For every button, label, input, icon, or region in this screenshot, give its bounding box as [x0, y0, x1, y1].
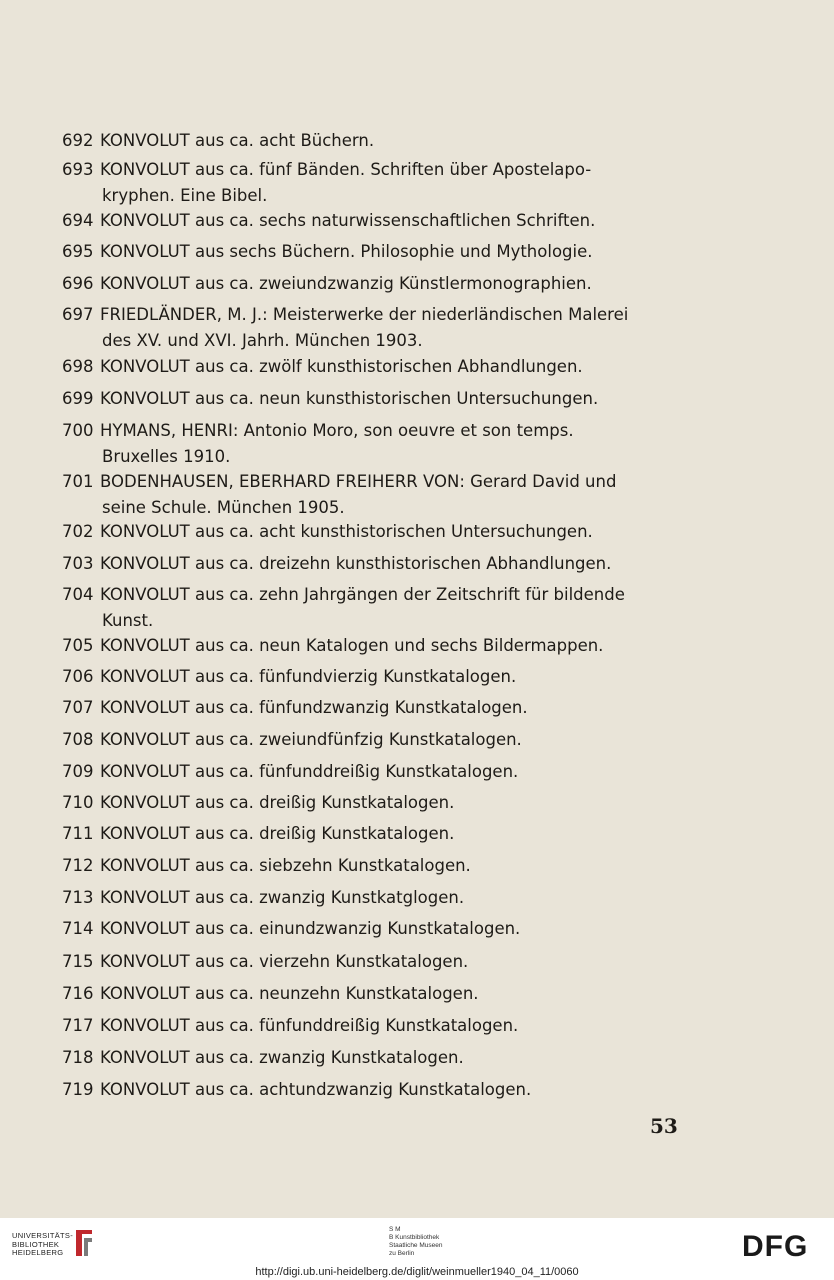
- lot-number: 703: [62, 554, 94, 573]
- catalog-entry: [62, 853, 672, 879]
- catalog-entry: [62, 727, 672, 753]
- library-name-line: HEIDELBERG: [12, 1248, 64, 1257]
- catalog-entry: [62, 1013, 672, 1039]
- viewer-footer: [0, 1218, 834, 1280]
- entry-text: HYMANS, HENRI: Antonio Moro, son oeuvre et son temps.: [100, 421, 574, 440]
- lot-number: 707: [62, 698, 94, 717]
- catalog-entry: [62, 949, 672, 975]
- lot-number: 695: [62, 242, 94, 261]
- stamp-line: B Kunstbibliothek: [389, 1234, 440, 1241]
- lot-number: 698: [62, 357, 94, 376]
- entry-text: KONVOLUT aus ca. dreizehn kunsthistorischen Abhandlungen.: [100, 554, 612, 573]
- university-library-logo[interactable]: [12, 1232, 73, 1258]
- catalog-entry: [62, 1077, 672, 1103]
- lot-number: 715: [62, 952, 94, 971]
- stamp-line: S M: [389, 1226, 401, 1233]
- lot-number: 708: [62, 730, 94, 749]
- museum-stamp: [389, 1226, 442, 1258]
- entry-text: KONVOLUT aus ca. zehn Jahrgängen der Zeitschrift für bildende: [100, 585, 625, 604]
- lot-number: 718: [62, 1048, 94, 1067]
- entry-text: KONVOLUT aus ca. acht Büchern.: [100, 131, 375, 150]
- lot-number: 713: [62, 888, 94, 907]
- entry-text: KONVOLUT aus ca. siebzehn Kunstkatalogen.: [100, 856, 471, 875]
- entry-text: KONVOLUT aus ca. fünf Bänden. Schriften über Apostelapo-: [100, 160, 592, 179]
- catalog-entry: [62, 551, 672, 577]
- catalog-entry: [62, 239, 672, 265]
- stamp-line: zu Berlin: [389, 1250, 415, 1257]
- entry-text: KONVOLUT aus ca. zwanzig Kunstkatglogen.: [100, 888, 465, 907]
- lot-number: 709: [62, 762, 94, 781]
- catalog-entry: [62, 695, 672, 721]
- lot-number: 701: [62, 472, 94, 491]
- catalog-entry: [62, 386, 672, 412]
- lot-number: 702: [62, 522, 94, 541]
- entry-text-continued: seine Schule. München 1905.: [102, 498, 345, 517]
- entry-text: KONVOLUT aus ca. zweiundzwanzig Künstlermonographien.: [100, 274, 592, 293]
- catalog-entry: [62, 271, 672, 297]
- lot-number: 699: [62, 389, 94, 408]
- lot-number: 700: [62, 421, 94, 440]
- catalog-entry: [62, 302, 672, 354]
- entry-text: KONVOLUT aus ca. einundzwanzig Kunstkatalogen.: [100, 919, 521, 938]
- lot-number: 704: [62, 585, 94, 604]
- entry-text-continued: des XV. und XVI. Jahrh. München 1903.: [102, 331, 423, 350]
- lot-number: 717: [62, 1016, 94, 1035]
- entry-text: KONVOLUT aus ca. zwölf kunsthistorischen Abhandlungen.: [100, 357, 583, 376]
- dfg-logo[interactable]: DFG: [742, 1230, 809, 1263]
- entry-text: KONVOLUT aus ca. zwanzig Kunstkatalogen.: [100, 1048, 464, 1067]
- entry-text: KONVOLUT aus sechs Büchern. Philosophie und Mythologie.: [100, 242, 593, 261]
- catalog-entry: [62, 916, 672, 942]
- entry-text: KONVOLUT aus ca. acht kunsthistorischen Untersuchungen.: [100, 522, 593, 541]
- lot-number: 710: [62, 793, 94, 812]
- source-url-link[interactable]: http://digi.ub.uni-heidelberg.de/diglit/weinmueller1940_04_11/0060: [255, 1266, 579, 1278]
- catalog-entry: [62, 633, 672, 659]
- catalog-entry: [62, 208, 672, 234]
- entry-text: BODENHAUSEN, EBERHARD FREIHERR VON: Gerard David und: [100, 472, 617, 491]
- lot-number: 692: [62, 131, 94, 150]
- catalog-entry: [62, 128, 672, 154]
- catalog-entry: [62, 582, 672, 634]
- lot-number: 712: [62, 856, 94, 875]
- lot-number: 716: [62, 984, 94, 1003]
- catalog-entry: [62, 981, 672, 1007]
- lot-number: 711: [62, 824, 94, 843]
- catalog-entry: [62, 469, 672, 521]
- entry-text-continued: Kunst.: [102, 611, 154, 630]
- stamp-line: Staatliche Museen: [389, 1242, 443, 1249]
- library-mark-icon: [72, 1228, 96, 1258]
- entry-text: KONVOLUT aus ca. vierzehn Kunstkatalogen.: [100, 952, 469, 971]
- entry-text: KONVOLUT aus ca. fünfundzwanzig Kunstkatalogen.: [100, 698, 528, 717]
- lot-number: 705: [62, 636, 94, 655]
- lot-number: 693: [62, 160, 94, 179]
- entry-text: KONVOLUT aus ca. neunzehn Kunstkatalogen.: [100, 984, 479, 1003]
- library-name-line: UNIVERSITÄTS-: [12, 1231, 73, 1240]
- catalog-entry: [62, 664, 672, 690]
- catalog-entry: [62, 157, 672, 209]
- catalog-entry: [62, 759, 672, 785]
- lot-number: 696: [62, 274, 94, 293]
- catalog-entry: [62, 519, 672, 545]
- entry-text: KONVOLUT aus ca. dreißig Kunstkatalogen.: [100, 824, 455, 843]
- lot-number: 719: [62, 1080, 94, 1099]
- catalog-entry: [62, 418, 672, 470]
- entry-text: KONVOLUT aus ca. sechs naturwissenschaftlichen Schriften.: [100, 211, 596, 230]
- entry-text: KONVOLUT aus ca. zweiundfünfzig Kunstkatalogen.: [100, 730, 522, 749]
- entry-text-continued: Bruxelles 1910.: [102, 447, 231, 466]
- lot-number: 714: [62, 919, 94, 938]
- catalog-entry: [62, 885, 672, 911]
- catalog-entry: [62, 790, 672, 816]
- entry-text: KONVOLUT aus ca. neun Katalogen und sechs Bildermappen.: [100, 636, 604, 655]
- lot-number: 697: [62, 305, 94, 324]
- entry-text-continued: kryphen. Eine Bibel.: [102, 186, 268, 205]
- lot-number: 706: [62, 667, 94, 686]
- entry-text: KONVOLUT aus ca. dreißig Kunstkatalogen.: [100, 793, 455, 812]
- entry-text: KONVOLUT aus ca. fünfundvierzig Kunstkatalogen.: [100, 667, 517, 686]
- catalog-entry: [62, 354, 672, 380]
- entry-text: KONVOLUT aus ca. fünfunddreißig Kunstkatalogen.: [100, 1016, 519, 1035]
- catalog-entry: [62, 1045, 672, 1071]
- catalog-entry: [62, 821, 672, 847]
- entry-text: FRIEDLÄNDER, M. J.: Meisterwerke der niederländischen Malerei: [100, 305, 629, 324]
- entry-text: KONVOLUT aus ca. fünfunddreißig Kunstkatalogen.: [100, 762, 519, 781]
- page-number: 53: [650, 1114, 678, 1138]
- library-name-line: BIBLIOTHEK: [12, 1239, 60, 1249]
- entry-text: KONVOLUT aus ca. achtundzwanzig Kunstkatalogen.: [100, 1080, 532, 1099]
- entry-text: KONVOLUT aus ca. neun kunsthistorischen Untersuchungen.: [100, 389, 599, 408]
- lot-number: 694: [62, 211, 94, 230]
